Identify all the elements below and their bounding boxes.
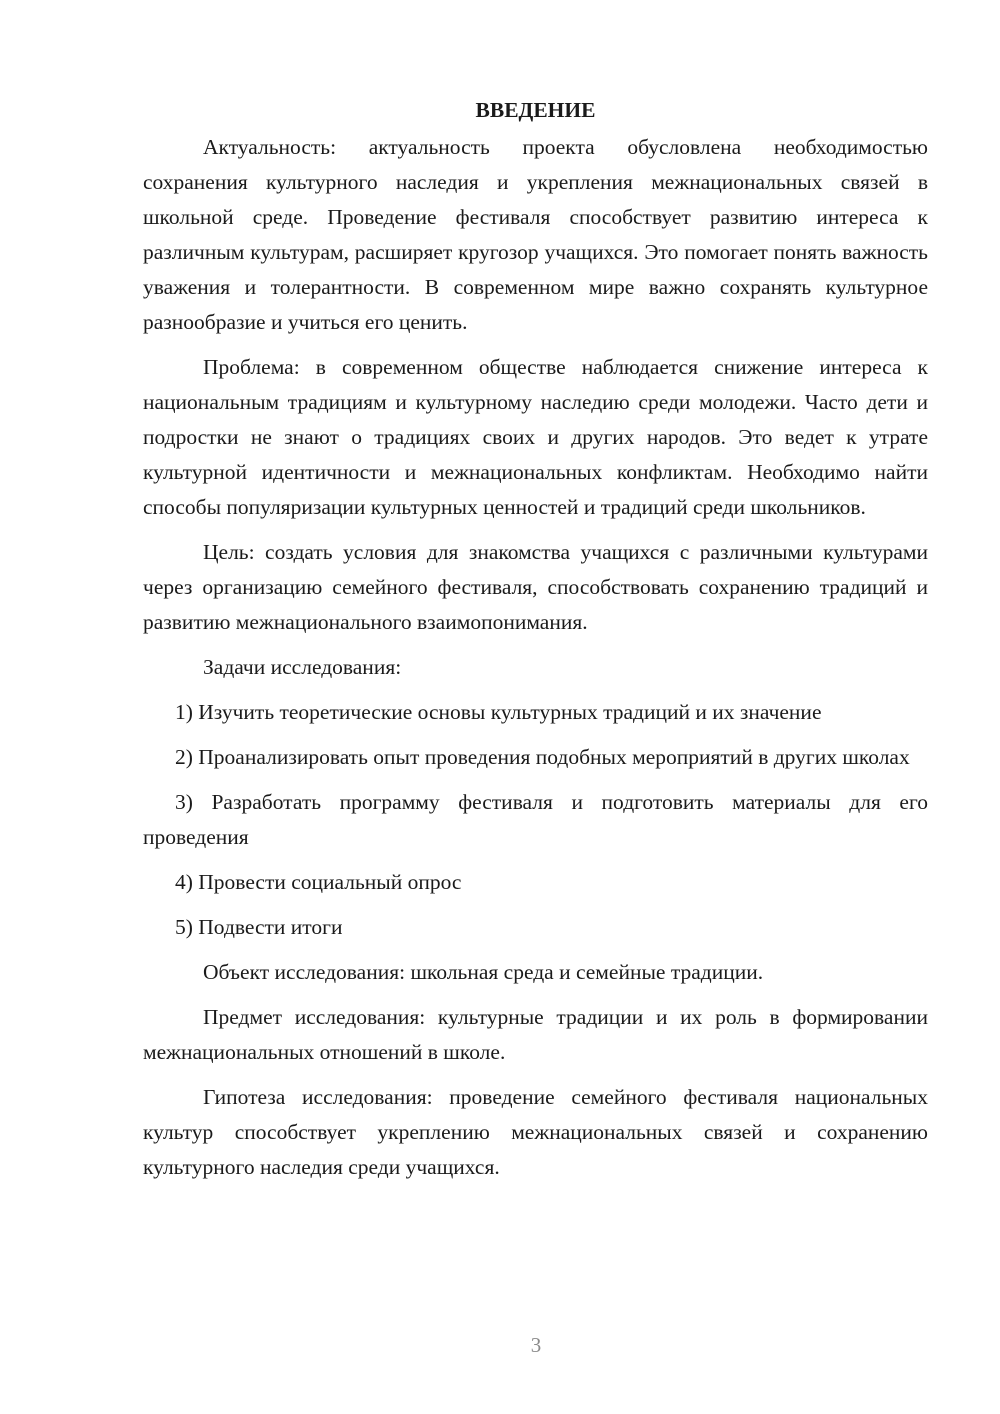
goal-paragraph: Цель: создать условия для знакомства учащихся с различными культурами через организацию семейного фестиваля, способствовать сохранению традиций и развитию межнационального взаимопонимания. bbox=[143, 540, 928, 634]
subject-paragraph: Предмет исследования: культурные традиции и их роль в формировании межнациональных отношений в школе. bbox=[143, 1005, 928, 1064]
task-item-5: 5) Подвести итоги bbox=[175, 915, 343, 939]
hypothesis-paragraph: Гипотеза исследования: проведение семейного фестиваля национальных культур способствует укреплению межнациональных связей и сохранению культурного наследия среди учащихся. bbox=[143, 1085, 928, 1179]
page-number: 3 bbox=[530, 1333, 542, 1357]
task-item-1: 1) Изучить теоретические основы культурных традиций и их значение bbox=[175, 700, 822, 724]
object-paragraph: Объект исследования: школьная среда и семейные традиции. bbox=[203, 960, 764, 984]
task-item-4: 4) Провести социальный опрос bbox=[175, 870, 462, 894]
page-title: ВВЕДЕНИЕ bbox=[475, 98, 596, 122]
relevance-paragraph: Актуальность: актуальность проекта обусловлена необходимостью сохранения культурного наследия и укрепления межнациональных связей в школьной среде. Проведение фестиваля способствует развитию интереса к различным культурам, расширяет кругозор учащихся. Это помогает понять важность уважения и толерантности. В современном мире важно сохранять культурное разнообразие и учиться его ценить. bbox=[143, 135, 928, 334]
task-item-2: 2) Проанализировать опыт проведения подобных мероприятий в других школах bbox=[175, 745, 910, 769]
document-page bbox=[143, 93, 928, 1195]
problem-paragraph: Проблема: в современном обществе наблюдается снижение интереса к национальным традициям и культурному наследию среди молодежи. Часто дети и подростки не знают о традициях своих и других народов. Это ведет к утрате культурной идентичности и межнациональных конфликтам. Необходимо найти способы популяризации культурных ценностей и традиций среди школьников. bbox=[143, 355, 928, 519]
task-item-3: 3) Разработать программу фестиваля и подготовить материалы для его проведения bbox=[143, 790, 928, 849]
tasks-heading: Задачи исследования: bbox=[203, 655, 402, 679]
